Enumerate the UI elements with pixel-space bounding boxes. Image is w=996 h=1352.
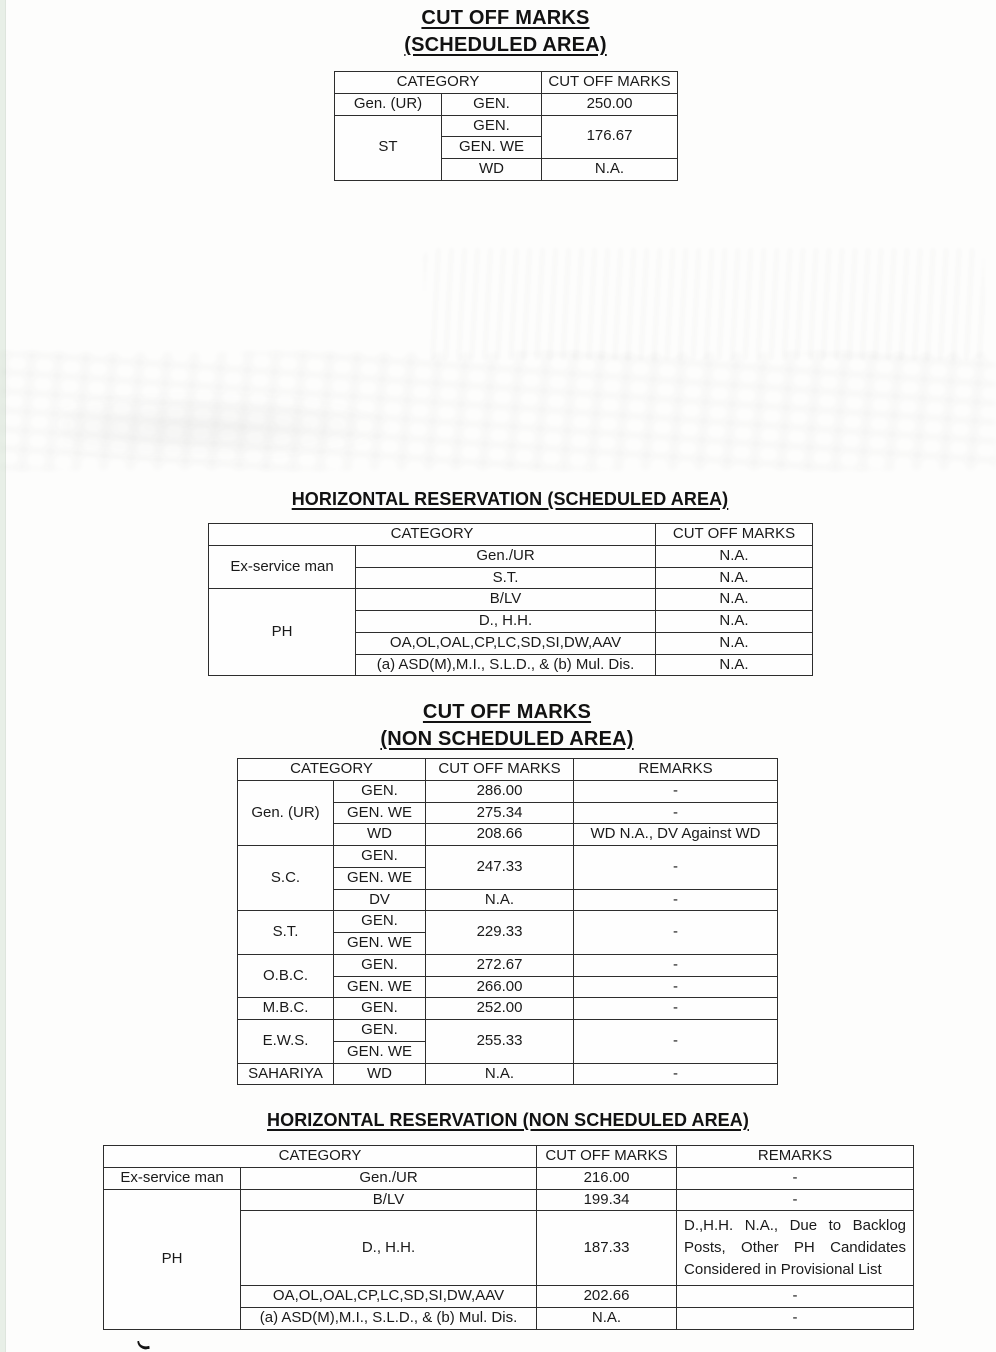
table-row: [238, 759, 778, 781]
table-cell: -: [574, 1020, 778, 1064]
table-cell: GEN.: [334, 954, 426, 976]
table-row: [238, 846, 778, 868]
section-title-horizontal-non-scheduled: [103, 1108, 913, 1132]
section-title-cutoff-non-scheduled: [237, 699, 777, 753]
table-cell: (a) ASD(M),M.I., S.L.D., & (b) Mul. Dis.: [241, 1308, 537, 1330]
table-cell: 286.00: [426, 780, 574, 802]
table-row: [238, 1020, 778, 1042]
table-cell: GEN. WE: [334, 1041, 426, 1063]
table-row: [238, 780, 778, 802]
table-cell: GEN.: [334, 846, 426, 868]
scan-edge-artifact: [0, 0, 6, 1352]
cutoff-non-scheduled-area-table: [237, 758, 778, 1085]
section-title-cutoff-scheduled: [334, 5, 677, 59]
table-cell: OA,OL,OAL,CP,LC,SD,SI,DW,AAV: [356, 632, 656, 654]
table-cell: 272.67: [426, 954, 574, 976]
header-cell: CATEGORY: [238, 759, 426, 781]
table-row: [335, 93, 678, 115]
table-cell: GEN. WE: [334, 802, 426, 824]
table-cell: -: [574, 802, 778, 824]
table-cell: -: [677, 1286, 914, 1308]
table-cell: GEN. WE: [442, 137, 542, 159]
table-cell: S.C.: [238, 846, 334, 911]
header-cell: CUT OFF MARKS: [656, 524, 813, 546]
header-cell: CATEGORY: [104, 1146, 537, 1168]
table-cell: N.A.: [426, 889, 574, 911]
table-cell: GEN.: [442, 93, 542, 115]
table-cell: Gen. (UR): [238, 780, 334, 845]
table-cell: 255.33: [426, 1020, 574, 1064]
table-cell: Gen. (UR): [335, 93, 442, 115]
table-cell: (a) ASD(M),M.I., S.L.D., & (b) Mul. Dis.: [356, 654, 656, 676]
title-line: CUT OFF MARKS: [421, 7, 590, 29]
table-cell: N.A.: [426, 1063, 574, 1085]
title-line: (NON SCHEDULED AREA): [380, 728, 634, 750]
table-cell: WD: [334, 1063, 426, 1085]
table-cell: N.A.: [542, 159, 678, 181]
table-row: [209, 524, 813, 546]
table-cell: 275.34: [426, 802, 574, 824]
table-cell: D.,H.H. N.A., Due to Backlog Posts, Other PH Candidates Considered in Provisional List: [677, 1211, 914, 1286]
header-cell: CUT OFF MARKS: [542, 72, 678, 94]
table-row: [104, 1146, 914, 1168]
faded-watermark: [424, 248, 984, 360]
title-line: CUT OFF MARKS: [422, 701, 592, 723]
faded-watermark: [0, 352, 996, 470]
header-cell: CATEGORY: [335, 72, 542, 94]
header-cell: CATEGORY: [209, 524, 656, 546]
table-cell: -: [574, 911, 778, 955]
table-cell: D., H.H.: [356, 611, 656, 633]
table-cell: -: [677, 1167, 914, 1189]
table-cell: Ex-service man: [209, 545, 356, 589]
table-cell: GEN.: [442, 115, 542, 137]
table-cell: 208.66: [426, 824, 574, 846]
table-cell: GEN. WE: [334, 867, 426, 889]
table-cell: -: [574, 780, 778, 802]
cutoff-scheduled-area-table: [334, 71, 678, 181]
table-cell: SAHARIYA: [238, 1063, 334, 1085]
table-cell: GEN. WE: [334, 933, 426, 955]
table-cell: -: [574, 889, 778, 911]
table-cell: 199.34: [537, 1189, 677, 1211]
table-row: [238, 954, 778, 976]
table-cell: B/LV: [241, 1189, 537, 1211]
table-cell: M.B.C.: [238, 998, 334, 1020]
header-cell: CUT OFF MARKS: [426, 759, 574, 781]
table-row: [209, 545, 813, 567]
table-row: [104, 1167, 914, 1189]
table-cell: D., H.H.: [241, 1211, 537, 1286]
table-cell: N.A.: [537, 1308, 677, 1330]
table-cell: 266.00: [426, 976, 574, 998]
table-cell: GEN. WE: [334, 976, 426, 998]
table-cell: N.A.: [656, 567, 813, 589]
title-line: HORIZONTAL RESERVATION (SCHEDULED AREA): [291, 489, 729, 509]
table-cell: N.A.: [656, 654, 813, 676]
table-cell: ST: [335, 115, 442, 180]
table-row: [335, 115, 678, 137]
table-cell: S.T.: [356, 567, 656, 589]
table-cell: -: [574, 1063, 778, 1085]
header-cell: REMARKS: [677, 1146, 914, 1168]
ink-mark: [137, 1339, 150, 1351]
table-cell: -: [677, 1308, 914, 1330]
section-title-horizontal-scheduled: [208, 487, 812, 511]
table-cell: -: [574, 846, 778, 890]
table-cell: 252.00: [426, 998, 574, 1020]
table-cell: DV: [334, 889, 426, 911]
table-cell: 176.67: [542, 115, 678, 159]
table-cell: -: [574, 976, 778, 998]
table-cell: -: [677, 1189, 914, 1211]
title-line: (SCHEDULED AREA): [404, 34, 607, 56]
table-cell: Gen./UR: [356, 545, 656, 567]
table-cell: N.A.: [656, 611, 813, 633]
table-row: [238, 998, 778, 1020]
table-cell: S.T.: [238, 911, 334, 955]
table-cell: 216.00: [537, 1167, 677, 1189]
table-cell: -: [574, 954, 778, 976]
table-row: [238, 911, 778, 933]
table-cell: GEN.: [334, 1020, 426, 1042]
table-cell: N.A.: [656, 545, 813, 567]
table-cell: WD: [442, 159, 542, 181]
table-cell: 250.00: [542, 93, 678, 115]
table-cell: PH: [104, 1189, 241, 1329]
table-cell: 187.33: [537, 1211, 677, 1286]
table-cell: B/LV: [356, 589, 656, 611]
header-cell: CUT OFF MARKS: [537, 1146, 677, 1168]
table-row: [104, 1189, 914, 1211]
table-cell: WD: [334, 824, 426, 846]
title-line: HORIZONTAL RESERVATION (NON SCHEDULED AREA): [267, 1110, 749, 1130]
table-cell: Ex-service man: [104, 1167, 241, 1189]
table-row: [335, 72, 678, 94]
table-cell: N.A.: [656, 632, 813, 654]
table-cell: GEN.: [334, 780, 426, 802]
header-cell: REMARKS: [574, 759, 778, 781]
table-cell: O.B.C.: [238, 954, 334, 998]
table-cell: 229.33: [426, 911, 574, 955]
table-cell: E.W.S.: [238, 1020, 334, 1064]
table-cell: PH: [209, 589, 356, 676]
table-cell: GEN.: [334, 998, 426, 1020]
table-cell: 247.33: [426, 846, 574, 890]
table-cell: 202.66: [537, 1286, 677, 1308]
horizontal-reservation-scheduled-table: [208, 523, 813, 676]
table-cell: GEN.: [334, 911, 426, 933]
table-cell: WD N.A., DV Against WD: [574, 824, 778, 846]
horizontal-reservation-non-scheduled-table: [103, 1145, 914, 1330]
table-cell: N.A.: [656, 589, 813, 611]
table-cell: Gen./UR: [241, 1167, 537, 1189]
table-cell: -: [574, 998, 778, 1020]
table-cell: OA,OL,OAL,CP,LC,SD,SI,DW,AAV: [241, 1286, 537, 1308]
table-row: [209, 589, 813, 611]
faded-watermark: [60, 392, 400, 462]
table-row: [238, 1063, 778, 1085]
